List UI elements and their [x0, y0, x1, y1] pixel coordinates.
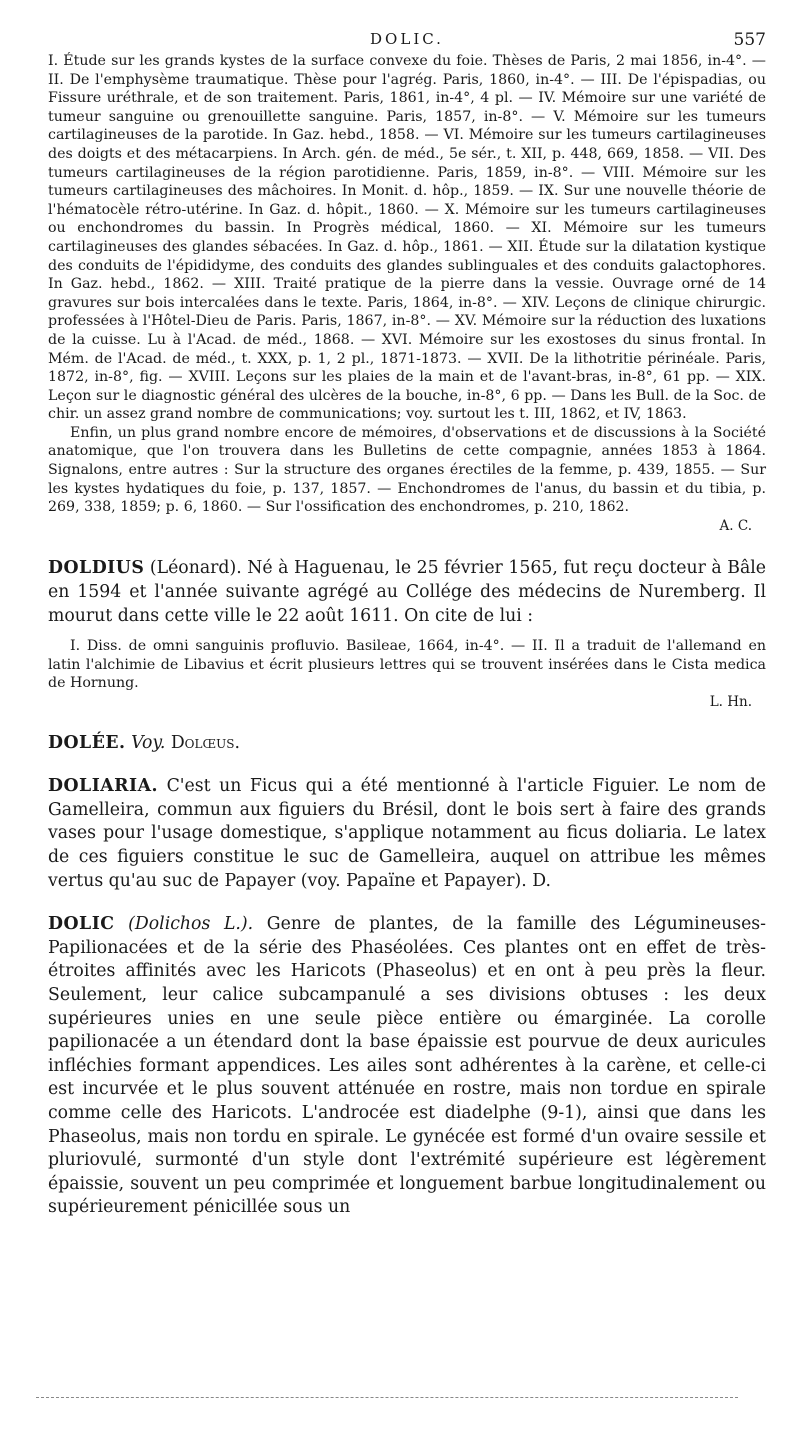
- entry-name: (Dolichos L.).: [128, 914, 254, 935]
- headword-dolee: DOLÉE.: [48, 732, 126, 753]
- entry-dolee: [48, 732, 766, 756]
- running-title: DOLIC.: [370, 30, 444, 48]
- additional-works: Enfin, un plus grand nombre encore de mémoires, d'observations et de discussions à la Société anatomique, que l'on trouvera dans les Bulletins de cette compagnie, années 1853 à 1864. Signalons, entre autres : Sur la structure des organes érectiles de la femme, p. 439, 1855. — Sur les kystes hydatiques du foie, p. 137, 1857. — Enchondromes de l'anus, du bassin et du tibia, p. 269, 338, 1859; p. 6, 1860. — Sur l'ossification des enchondromes, p. 210, 1862.: [48, 424, 766, 516]
- bibliography-text: I. Diss. de omni sanguinis profluvio. Basileae, 1664, in-4°. — II. Il a traduit de l'allemand en latin l'alchimie de Libavius et écrit plusieurs lettres qui se trouvent insérées dans le Cista medica de Hornung.: [48, 638, 766, 692]
- works-list: I. Étude sur les grands kystes de la surface convexe du foie. Thèses de Paris, 2 mai 1856, in-4°. — II. De l'emphysème traumatique. Thèse pour l'agrég. Paris, 1860, in-4°. — III. De l'épispadias, ou Fissure uréthrale, et de son traitement. Paris, 1861, in-4°, 4 pl. — IV. Mémoire sur une variété de tumeur sanguine ou grenouillette sanguine. Paris, 1857, in-8°. — V. Mémoire sur les tumeurs cartilagineuses de la parotide. In Gaz. hebd., 1858. — VI. Mémoire sur les tumeurs cartilagineuses des doigts et des métacarpiens. In Arch. gén. de méd., 5e sér., t. XII, p. 448, 669, 1858. — VII. Des tumeurs cartilagineuses de la région parotidienne. Paris, 1859, in-8°. — VIII. Mémoire sur les tumeurs cartilagineuses des mâchoires. In Monit. d. hôp., 1859. — IX. Sur une nouvelle théorie de l'hématocèle rétro-utérine. In Gaz. d. hôpit., 1860. — X. Mémoire sur les tumeurs cartilagineuses ou enchondromes du bassin. In Progrès médical, 1860. — XI. Mémoire sur les tumeurs cartilagineuses des glandes sébacées. In Gaz. d. hôp., 1861. — XII. Étude sur la dilatation kystique des conduits de l'épididyme, des conduits des glandes sublinguales et des conduits galactophores. In Gaz. hebd., 1862. — XIII. Traité pratique de la pierre dans la vessie. Ouvrage orné de 14 gravures sur bois intercalées dans le texte. Paris, 1864, in-8°. — XIV. Leçons de clinique chirurgic. professées à l'Hôtel-Dieu de Paris. Paris, 1867, in-8°. — XV. Mémoire sur la réduction des luxations de la cuisse. Lu à l'Acad. de méd., 1868. — XVI. Mémoire sur les exostoses du sinus frontal. In Mém. de l'Acad. de méd., t. XXX, p. 1, 2 pl., 1871-1873. — XVII. De la lithotritie périnéale. Paris, 1872, in-8°, fig. — XVIII. Leçons sur les plaies de la main et de l'avant-bras, in-8°, 61 pp. — XIX. Leçon sur le diagnostic général des ulcères de la bouche, in-8°, 6 pp. — Dans les Bull. de la Soc. de chir. un assez grand nombre de communications; voy. surtout les t. III, 1862, et IV, 1863.: [48, 53, 766, 423]
- preceding-entry-bibliography: [48, 52, 766, 535]
- doldius-bibliography: [48, 637, 766, 711]
- dictionary-page: [48, 26, 766, 1220]
- entry-text: Genre de plantes, de la famille des Légumineuses-Papilionacées et de la série des Phaséolées. Ces plantes ont en effet de très-étroites affinités avec les Haricots (Phaseolus) et en ont à peu près la fleur. Seulement, leur calice subcampanulé a ses divisions obtuses : les deux supérieures unies en une seule pièce entière ou émarginée. La corolle papilionacée a un étendard dont la base épaissie est pourvue de deux auricules infléchies formant appendices. Les ailes sont adhérentes à la carène, et celle-ci est incurvée et le plus souvent atténuée en rostre, mais non tordue en spirale comme celle des Haricots. L'androcée est diadelphe (9-1), ainsi que dans les Phaseolus, mais non tordu en spirale. Le gynécée est formé d'un ovaire sessile et pluriovulé, surmonté d'un style dont l'extrémité supérieure est légèrement épaissie, souvent un peu comprimée et longuement barbue longitudinalement ou supérieurement pénicillée sous un: [48, 914, 766, 1218]
- author-signature: D.: [532, 870, 551, 891]
- entry-doliaria: [48, 775, 766, 893]
- bottom-divider: [36, 1397, 738, 1398]
- author-signature: A. C.: [719, 517, 752, 534]
- author-signature: L. Hn.: [709, 694, 752, 710]
- entry-text: Né à Haguenau, le 25 février 1565, fut reçu docteur à Bâle en 1594 et l'année suivante agrégé au Collége des médecins de Nuremberg. Il mourut dans cette ville le 22 août 1611. On cite de lui :: [48, 558, 767, 626]
- headword-doliaria: DOLIARIA.: [48, 776, 159, 797]
- entry-doldius: [48, 557, 766, 711]
- entry-text: C'est un Ficus qui a été mentionné à l'article Figuier. Le nom de Gamelleira, commun aux figuiers du Brésil, dont le bois sert à faire des grands vases pour l'usage domestique, s'applique notamment au ficus doliaria. Le latex de ces figuiers constitue le suc de Gamelleira, auquel on attribue les mêmes vertus qu'au suc de Papayer (voy. Papaïne et Papayer).: [48, 776, 766, 891]
- entry-dolic: [48, 913, 766, 1220]
- running-header: [48, 26, 766, 52]
- entry-name: (Léonard).: [149, 558, 242, 579]
- headword-doldius: DOLDIUS: [48, 558, 145, 579]
- headword-dolic: DOLIC: [48, 914, 115, 935]
- page-number: 557: [733, 30, 766, 50]
- voy-label: Voy.: [131, 732, 166, 753]
- cross-reference: Dolœus.: [170, 732, 240, 753]
